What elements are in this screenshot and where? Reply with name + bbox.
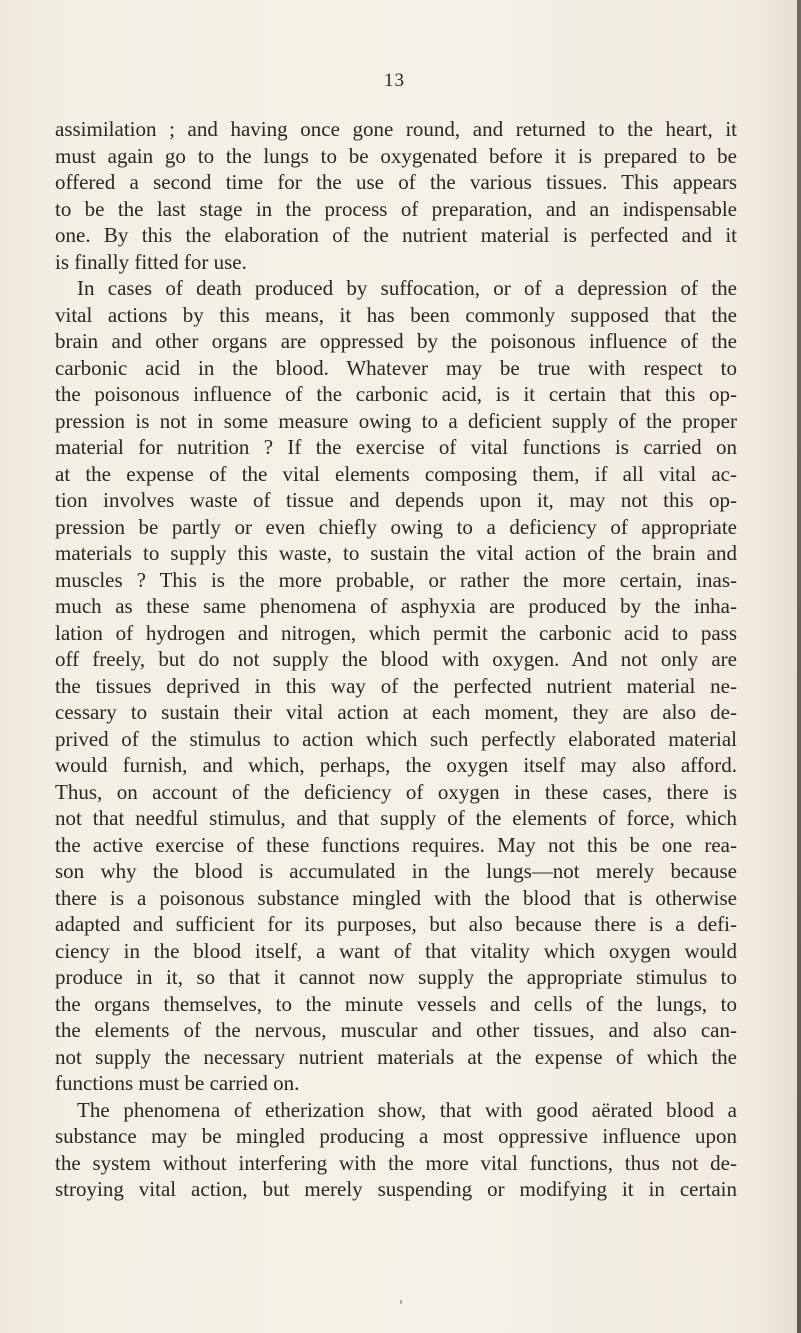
text-line: cessary to sustain their vital action at each moment, they are also de- [55,700,737,724]
text-line: one. By this the elaboration of the nutrient material is perfected and it [55,223,737,247]
text-line: materials to supply this waste, to sustain the vital action of the brain and [55,541,737,565]
text-line: functions must be carried on. [55,1071,300,1095]
text-line: prived of the stimulus to action which such perfectly elaborated material [55,726,737,751]
text-line: the poisonous influence of the carbonic acid, is it certain that this op- [55,382,737,406]
text-line: pression is not in some measure owing to a deficient supply of the proper [55,408,737,433]
text-line: the organs themselves, to the minute vessels and cells of the lungs, to [55,991,737,1016]
text-line: at the expense of the vital elements composing them, if all vital ac- [55,461,737,486]
text-line: Thus, on account of the deficiency of oxygen in these cases, there is [55,779,737,804]
text-line: offered a second time for the use of the various tissues. This appears [55,170,737,194]
text-line: must again go to the lungs to be oxygenated before it is prepared to be [55,143,737,168]
text-line: tion involves waste of tissue and depends upon it, may not this op- [55,488,737,512]
text-line: off freely, but do not supply the blood with oxygen. And not only are [55,647,737,671]
text-line: son why the blood is accumulated in the lungs—not merely because [55,859,737,883]
text-line: much as these same phenomena of asphyxia are produced by the inha- [55,594,737,618]
text-line: stroying vital action, but merely suspending or modifying it in certain [55,1177,737,1201]
text-line: not that needful stimulus, and that supply of the elements of force, which [55,806,737,830]
text-line: material for nutrition ? If the exercise of vital functions is carried on [55,435,737,459]
text-line: the active exercise of these functions requires. May not this be one rea- [55,832,737,857]
text-line: to be the last stage in the process of preparation, and an indispensable [55,196,737,221]
text-line: assimilation ; and having once gone round, and returned to the heart, it [55,117,737,141]
text-line: there is a poisonous substance mingled with the blood that is otherwise [55,885,737,910]
text-line: In cases of death produced by suffocation, or of a depression of the [77,276,737,300]
page-edge [797,0,801,1333]
text-line: the tissues deprived in this way of the perfected nutrient material ne- [55,673,737,698]
text-line: lation of hydrogen and nitrogen, which permit the carbonic acid to pass [55,620,737,645]
text-line: vital actions by this means, it has been commonly supposed that the [55,302,737,327]
ink-speck [400,1300,402,1304]
text-line: adapted and sufficient for its purposes, but also because there is a defi- [55,912,737,936]
text-line: produce in it, so that it cannot now supply the appropriate stimulus to [55,965,737,989]
text-line: pression be partly or even chiefly owing to a deficiency of appropriate [55,514,737,539]
text-line: the system without interfering with the more vital functions, thus not de- [55,1150,737,1175]
text-line: the elements of the nervous, muscular and other tissues, and also can- [55,1018,737,1042]
text-line: muscles ? This is the more probable, or rather the more certain, inas- [55,567,737,592]
body-text [55,116,737,1203]
text-line: substance may be mingled producing a most oppressive influence upon [55,1124,737,1148]
text-line: is finally fitted for use. [55,249,247,274]
text-line: The phenomena of etherization show, that with good aërated blood a [77,1097,737,1122]
text-line: brain and other organs are oppressed by the poisonous influence of the [55,329,737,353]
page-number: 13 [384,70,405,91]
text-line: carbonic acid in the blood. Whatever may be true with respect to [55,355,737,380]
text-line: ciency in the blood itself, a want of that vitality which oxygen would [55,938,737,963]
text-line: not supply the necessary nutrient materials at the expense of which the [55,1044,737,1069]
text-line: would furnish, and which, perhaps, the oxygen itself may also afford. [55,753,737,777]
